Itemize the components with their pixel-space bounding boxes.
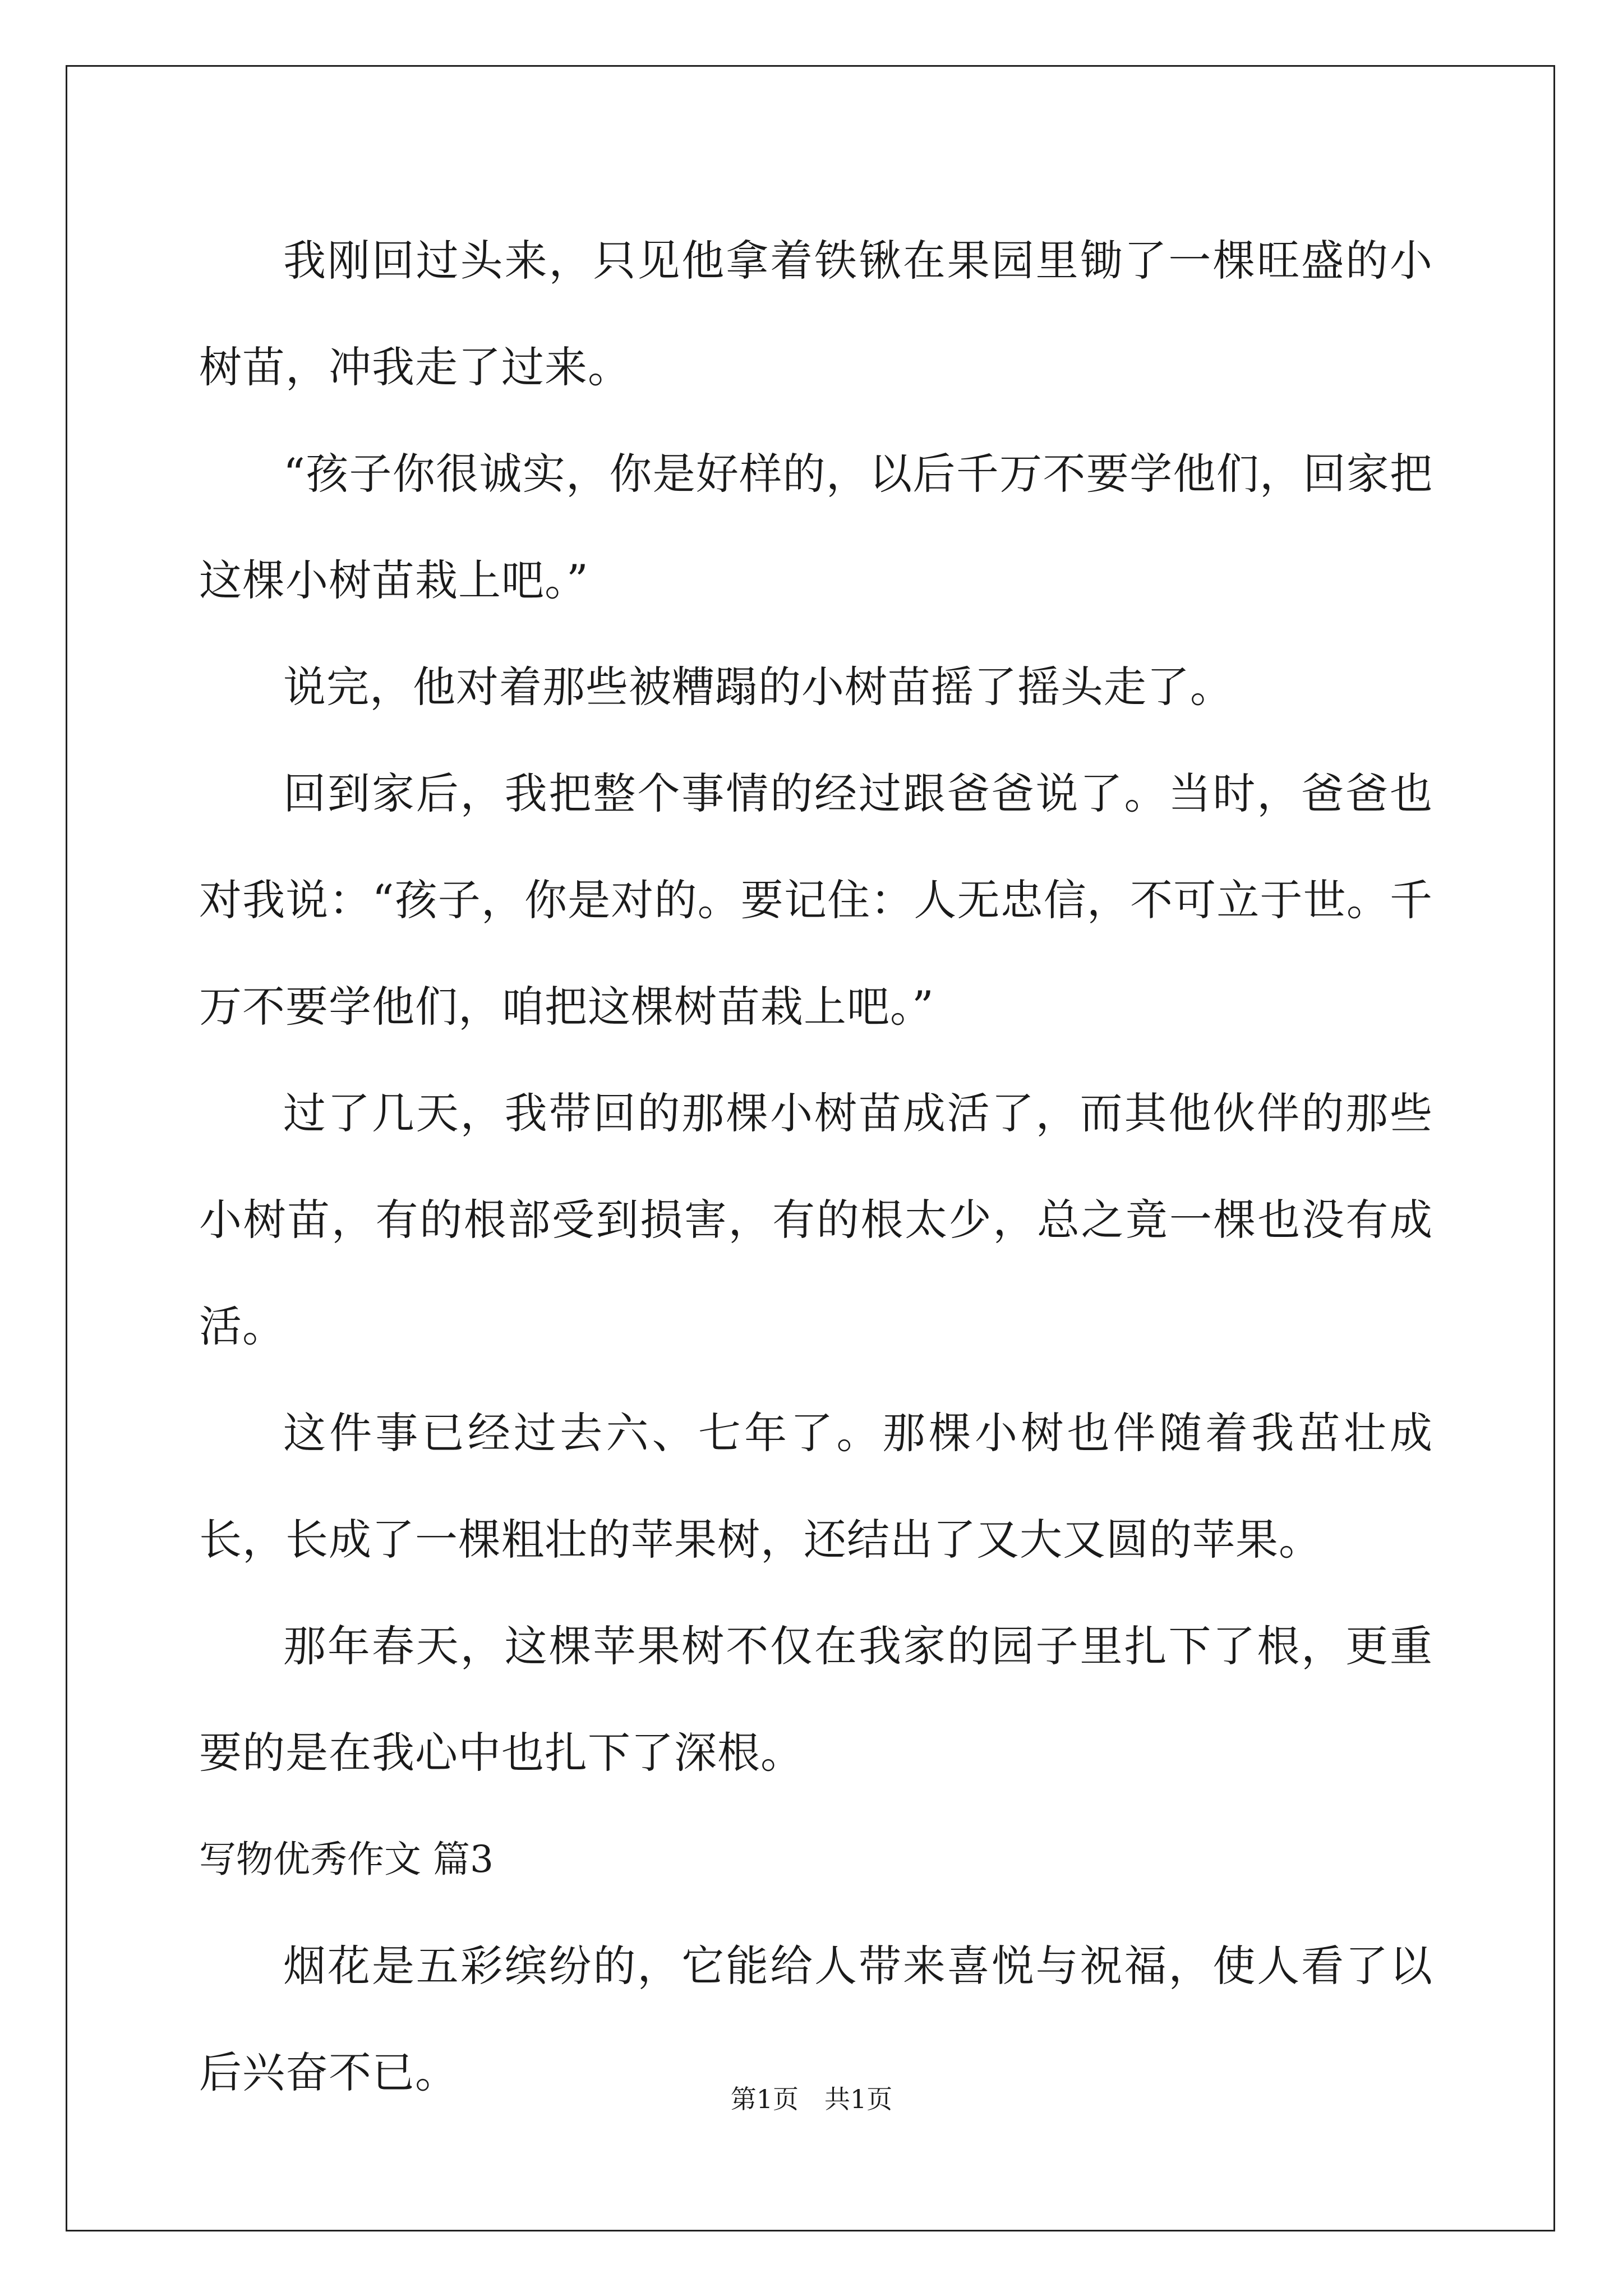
page-number-footer: 第1页 共1页 xyxy=(730,2084,893,2114)
paragraph: 过了几天，我带回的那棵小树苗成活了，而其他伙伴的那些小树苗，有的根部受到损害，有的根太少，总之竟一棵也没有成活。 xyxy=(199,1088,1433,1351)
paragraph: 说完，他对着那些被糟蹋的小树苗摇了摇头走了。 xyxy=(283,662,1233,712)
paragraph: 这件事已经过去六、七年了。那棵小树也伴随着我茁壮成长，长成了一棵粗壮的苹果树，还结出了又大又圆的苹果。 xyxy=(199,1408,1433,1565)
paragraph: 那年春天，这棵苹果树不仅在我家的园子里扎下了根，更重要的是在我心中也扎下了深根。 xyxy=(199,1621,1433,1778)
paragraph: 我刚回过头来，只见他拿着铁锹在果园里锄了一棵旺盛的小树苗，冲我走了过来。 xyxy=(199,236,1433,392)
document-body xyxy=(199,208,1433,2126)
section-heading: 写物优秀作文 篇3 xyxy=(199,1838,494,1881)
paragraph: 回到家后，我把整个事情的经过跟爸爸说了。当时，爸爸也对我说：“孩子，你是对的。要记住：人无忠信，不可立于世。千万不要学他们，咱把这棵树苗栽上吧。” xyxy=(199,769,1433,1032)
paragraph: “孩子你很诚实，你是好样的，以后千万不要学他们，回家把这棵小树苗栽上吧。” xyxy=(199,449,1433,605)
paragraph: 烟花是五彩缤纷的，它能给人带来喜悦与祝福，使人看了以后兴奋不已。 xyxy=(199,1941,1433,2097)
